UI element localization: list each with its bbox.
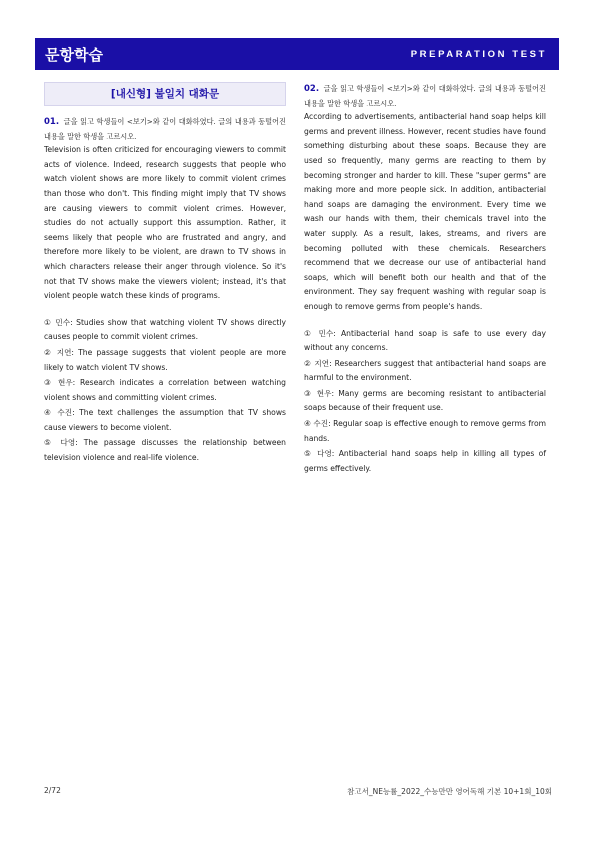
question-2-option: ③ 현우: Many germs are becoming resistant to antibacterial soaps because of their frequent use. [304, 388, 546, 413]
question-1-option: ③ 현우: Research indicates a correlation between watching violent shows and committing violent crimes. [44, 378, 286, 402]
section-label: [내신형] 불일치 대화문 [110, 87, 220, 100]
question-1-number: 01. [44, 117, 60, 127]
question-1-instruction [44, 115, 286, 143]
question-2-option: ② 지연: Researchers suggest that antibacterial hand soaps are harmful to the environment. [304, 358, 546, 383]
question-2-instruction-text: 글을 읽고 학생들이 <보기>와 같이 대화하였다. 글의 내용과 동떨어진 내용을 말한 학생을 고르시오. [304, 84, 546, 108]
question-2-number: 02. [304, 84, 320, 94]
page-number: 2/72 [44, 786, 61, 795]
question-2-option: ⑤ 다영: Antibacterial hand soaps help in killing all types of germs effectively. [304, 449, 546, 473]
question-1-options [44, 316, 286, 466]
question-1-instruction-text: 글을 읽고 학생들이 <보기>와 같이 대화하였다. 글의 내용과 동떨어진 내용을 말한 학생을 고르시오. [44, 117, 286, 141]
question-1-option: ① 민수: Studies show that watching violent TV shows directly causes people to commit violent crimes. [44, 317, 286, 342]
question-1-option: ④ 수진: The text challenges the assumption that TV shows cause viewers to become violent. [44, 408, 286, 432]
question-1-passage: Television is often criticized for encouraging viewers to commit acts of violence. Indeed, research suggests that people who watch violent shows are more likely to commit violent crimes than those who don't. This finding might imply that TV shows are causing viewers to commit violent crimes. However, studies do not actually support this assumption. Rather, it seems likely that people who are frustrated and angry, and therefore more likely to be violent, are drawn to TV shows in which characters release their anger through violence. So it's not that TV shows make the viewers violent; instead, it's that violent people watch these kinds of programs. [44, 145, 286, 301]
right-column [304, 82, 546, 477]
page-header [35, 38, 559, 70]
question-2-instruction [304, 82, 546, 110]
question-2-passage: According to advertisements, antibacterial hand soap helps kill germs and prevent illness. However, recent studies have found something disturbing about these soaps. Because they are used so frequently, many germs are reacting to them by becoming stronger and harder to kill. These "super germs" are making more and more people sick. In addition, antibacterial hand soaps are damaging the environment. Every time we wash our hands with them, their chemicals travel into the water supply. As a result, lakes, streams, and rivers are becoming polluted with these chemicals. Researchers recommend that we decrease our use of antibacterial hand soaps, which will benefit both our health and that of the environment. They say frequent washing with regular soap is enough to remove germs from people's hands. [304, 112, 546, 311]
question-2-options [304, 327, 546, 477]
question-1-option: ② 지연: The passage suggests that violent people are more likely to watch violent TV shows. [44, 347, 286, 372]
left-column [44, 82, 286, 467]
section-label-box [44, 82, 286, 106]
question-2-option: ① 민수: Antibacterial hand soap is safe to use every day without any concerns. [304, 328, 546, 353]
question-1-option: ⑤ 다영: The passage discusses the relationship between television violence and real-life violence. [44, 438, 286, 463]
header-title: 문항학습 [45, 45, 103, 64]
header-tag: PREPARATION TEST [410, 48, 547, 60]
question-2-option: ④ 수진: Regular soap is effective enough to remove germs from hands. [304, 419, 546, 443]
footer-source: 참고서_NE능률_2022_수능만만 영어독해 기본 10+1회_10회 [347, 787, 552, 796]
